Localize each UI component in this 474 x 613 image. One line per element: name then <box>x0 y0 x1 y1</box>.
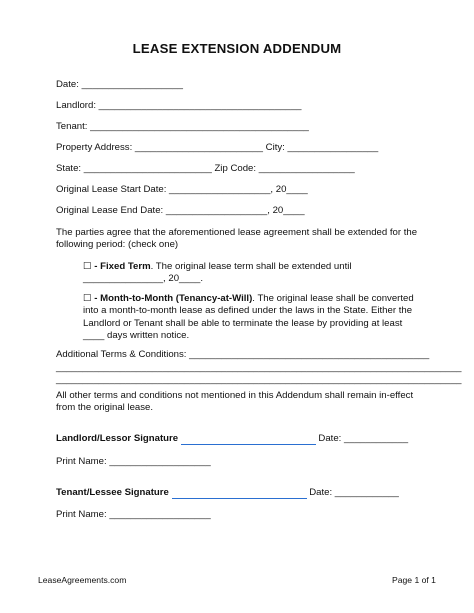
footer-website: LeaseAgreements.com <box>38 575 127 585</box>
additional-terms-line[interactable]: ____________________________________________________________________________ <box>56 374 462 385</box>
landlord-signature-line[interactable] <box>181 433 316 445</box>
landlord-field[interactable]: Landlord: ______________________________________ <box>56 100 302 111</box>
landlord-signature-label: Landlord/Lessor Signature <box>56 433 179 444</box>
fixed-term-text: . The original lease term shall be extended until <box>150 261 352 272</box>
additional-terms-field[interactable]: Additional Terms & Conditions: _____________________________________________ <box>56 349 430 360</box>
tenant-signature-label: Tenant/Lessee Signature <box>56 487 169 498</box>
intro-paragraph: The parties agree that the aforementioned lease agreement shall be extended for the following period: (check one) <box>56 227 418 251</box>
month-to-month-label: - Month-to-Month (Tenancy-at-Will) <box>94 293 253 304</box>
lease-end-date-field[interactable]: Original Lease End Date: ___________________, 20____ <box>56 205 305 216</box>
month-to-month-option <box>83 293 418 343</box>
tenant-signature-line[interactable] <box>172 487 307 499</box>
closing-paragraph: All other terms and conditions not mentioned in this Addendum shall remain in-effect from the original lease. <box>56 390 414 414</box>
state-zip-field[interactable]: State: ________________________ Zip Code: __________________ <box>56 163 355 174</box>
fixed-term-option <box>83 261 352 273</box>
date-field[interactable]: Date: ___________________ <box>56 79 183 90</box>
landlord-signature-row <box>56 433 408 445</box>
additional-terms-line[interactable]: ____________________________________________________________________________ <box>56 362 462 373</box>
month-to-month-text: . The original lease shall be converted into a month-to-month lease as defined under the laws in the State. Either the Landlord or Tenant shall be able to terminate the lease by providing at least ____ days written notice. <box>83 293 414 342</box>
property-address-field[interactable]: Property Address: ________________________ City: _________________ <box>56 142 379 153</box>
fixed-term-label: - Fixed Term <box>94 261 151 272</box>
tenant-date-field[interactable]: Date: ____________ <box>309 487 399 498</box>
tenant-field[interactable]: Tenant: _________________________________________ <box>56 121 309 132</box>
footer-page-number: Page 1 of 1 <box>392 575 436 585</box>
tenant-signature-row <box>56 487 399 499</box>
fixed-term-checkbox[interactable]: ☐ <box>83 261 92 272</box>
lease-start-date-field[interactable]: Original Lease Start Date: ___________________, 20____ <box>56 184 308 195</box>
document-title: LEASE EXTENSION ADDENDUM <box>132 41 342 56</box>
landlord-date-field[interactable]: Date: ____________ <box>318 433 409 444</box>
month-to-month-checkbox[interactable]: ☐ <box>83 293 92 304</box>
fixed-term-date-field[interactable]: _______________, 20____. <box>83 273 204 284</box>
landlord-print-name-field[interactable]: Print Name: ___________________ <box>56 456 211 467</box>
tenant-print-name-field[interactable]: Print Name: ___________________ <box>56 509 211 520</box>
